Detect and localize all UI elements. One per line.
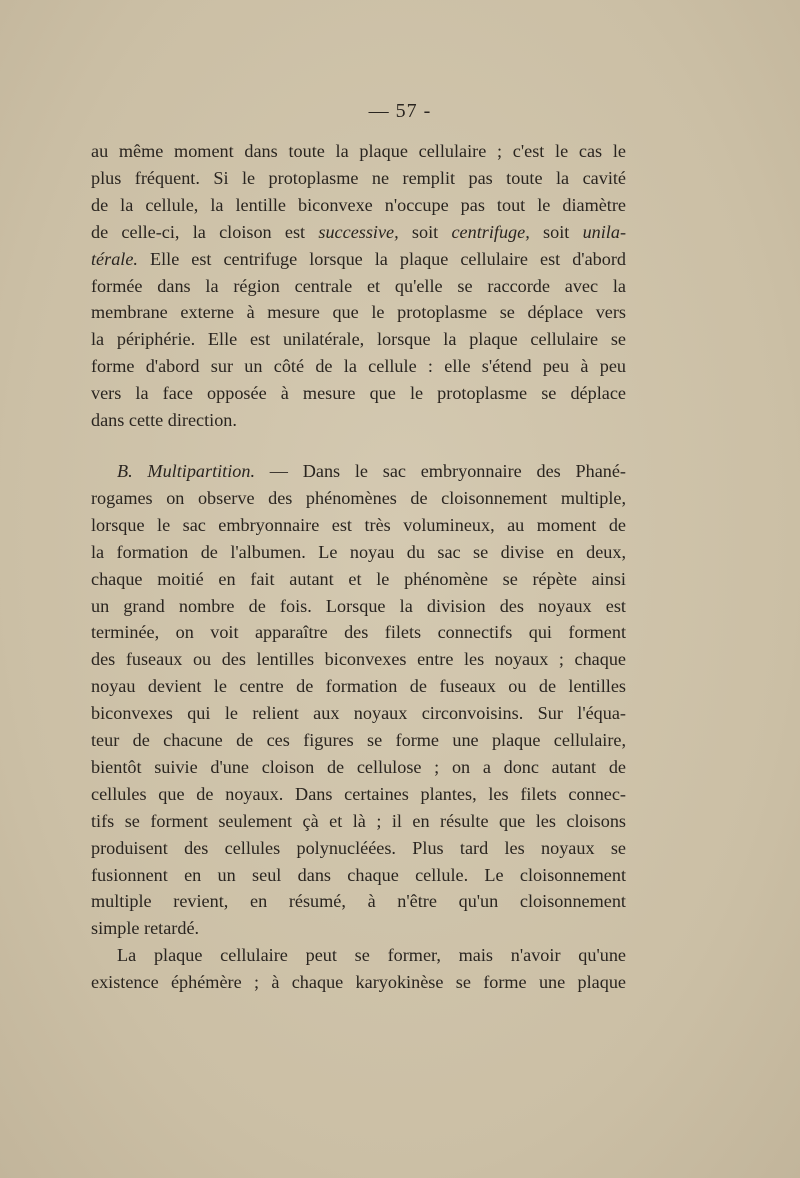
text-line: la périphérie. Elle est unilatérale, lorsque la plaque cellulaire se bbox=[91, 329, 626, 350]
text-line: multiple revient, en résumé, à n'être qu'un cloisonnement bbox=[91, 891, 626, 912]
text-line: dans cette direction. bbox=[91, 410, 237, 431]
text-line: tifs se forment seulement çà et là ; il en résulte que les cloisons bbox=[91, 810, 626, 831]
text-line: au même moment dans toute la plaque cellulaire ; c'est le cas le bbox=[91, 141, 626, 161]
text-line: un grand nombre de fois. Lorsque la division des noyaux est bbox=[91, 595, 626, 616]
text-line: de celle-ci, la cloison est successive, soit centrifuge, soit unila- bbox=[91, 221, 627, 242]
text-line: térale. Elle est centrifuge lorsque la plaque cellulaire est d'abord bbox=[91, 248, 626, 269]
page-body bbox=[91, 138, 626, 996]
text-line: bientôt suivie d'une cloison de cellulose ; on a donc autant de bbox=[91, 756, 626, 777]
text-line: La plaque cellulaire peut se former, mais n'avoir qu'une bbox=[117, 945, 626, 966]
page-number: — 57 - bbox=[368, 100, 432, 122]
paragraph-1 bbox=[91, 138, 626, 434]
text-line: existence éphémère ; à chaque karyokinèse se forme une plaque bbox=[91, 972, 626, 993]
text-line: la formation de l'albumen. Le noyau du sac se divise en deux, bbox=[91, 541, 626, 562]
text-line: formée dans la région centrale et qu'elle se raccorde avec la bbox=[91, 275, 626, 296]
text-line: lorsque le sac embryonnaire est très volumineux, au moment de bbox=[91, 514, 626, 535]
paragraph-3 bbox=[91, 942, 626, 996]
text-line: terminée, on voit apparaître des filets connectifs qui forment bbox=[91, 622, 626, 643]
text-line: biconvexes qui le relient aux noyaux circonvoisins. Sur l'équa- bbox=[91, 703, 626, 724]
text-line: fusionnent en un seul dans chaque cellule. Le cloisonnement bbox=[91, 864, 626, 885]
text-line: cellules que de noyaux. Dans certaines plantes, les filets connec- bbox=[91, 783, 626, 804]
text-line: plus fréquent. Si le protoplasme ne remplit pas toute la cavité bbox=[91, 167, 626, 188]
text-line-fragment: — Dans le sac embryonnaire des Phané- bbox=[269, 460, 626, 481]
paragraph-2 bbox=[91, 458, 626, 942]
text-line: produisent des cellules polynucléées. Plus tard les noyaux se bbox=[91, 837, 626, 858]
text-line bbox=[91, 458, 626, 485]
text-line: forme d'abord sur un côté de la cellule : elle s'étend peu à peu bbox=[91, 356, 626, 377]
text-line: membrane externe à mesure que le protoplasme se déplace vers bbox=[91, 302, 626, 323]
text-line: des fuseaux ou des lentilles biconvexes entre les noyaux ; chaque bbox=[91, 649, 626, 670]
text-line: simple retardé. bbox=[91, 918, 200, 939]
section-heading: B. Multipartition. bbox=[117, 460, 256, 481]
text-line: vers la face opposée à mesure que le protoplasme se déplace bbox=[91, 383, 626, 404]
text-line: noyau devient le centre de formation de fuseaux ou de lentilles bbox=[91, 676, 626, 697]
text-line: chaque moitié en fait autant et le phénomène se répète ainsi bbox=[91, 568, 626, 589]
text-line: teur de chacune de ces figures se forme une plaque cellulaire, bbox=[91, 730, 626, 751]
text-line: de la cellule, la lentille biconvexe n'occupe pas tout le diamètre bbox=[91, 194, 626, 215]
text-line: rogames on observe des phénomènes de cloisonnement multiple, bbox=[91, 487, 626, 508]
